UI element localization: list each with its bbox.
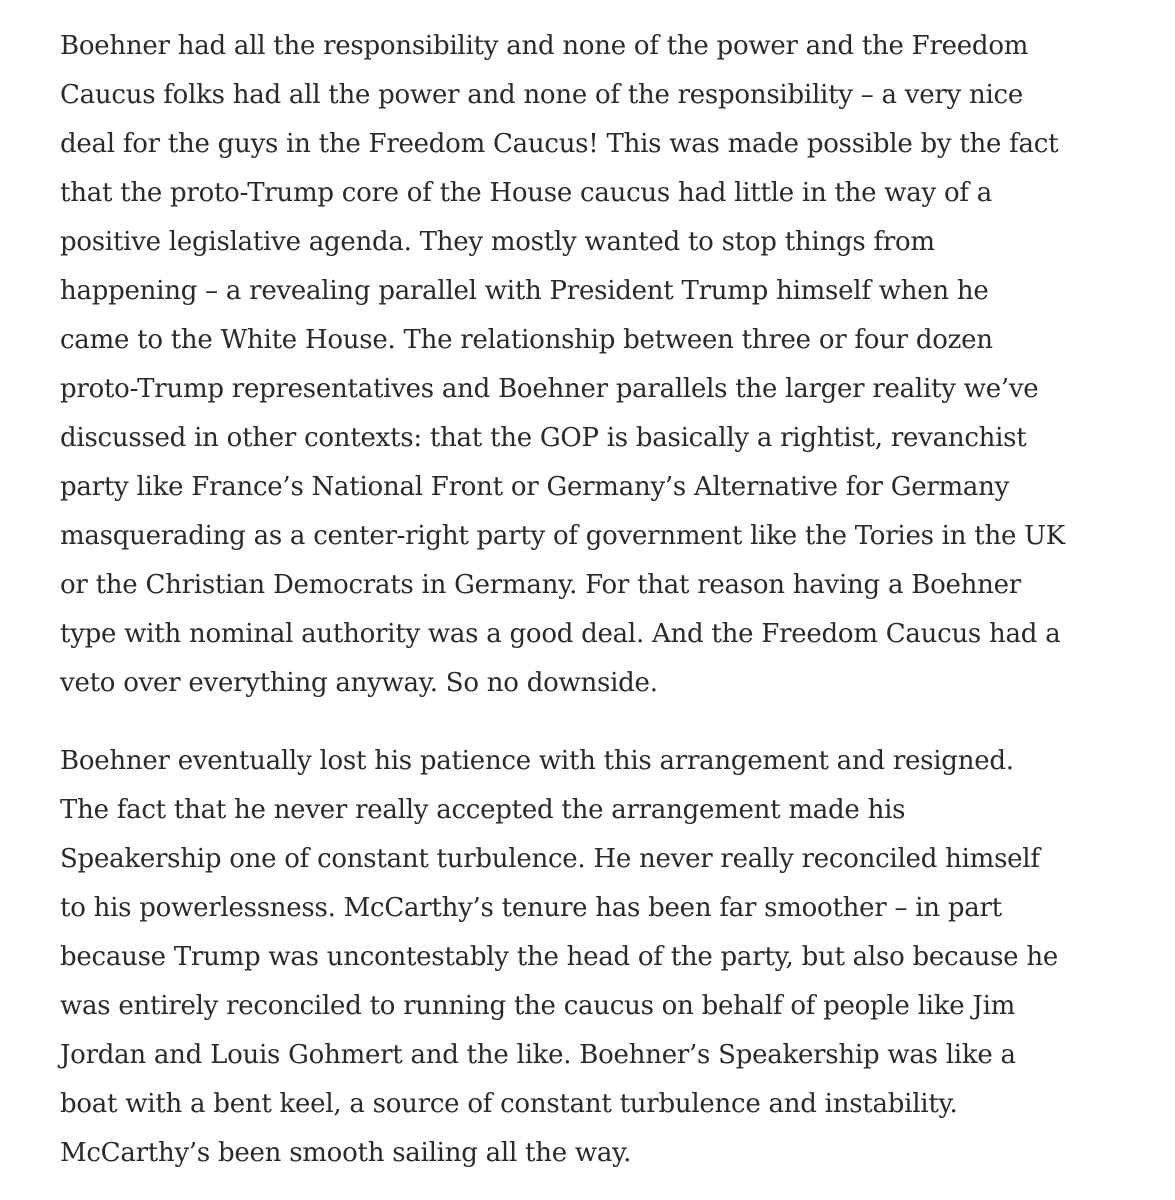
paragraph-line: masquerading as a center-right party of government like the Tories in the UK: [60, 521, 1065, 551]
paragraph-line: came to the White House. The relationship between three or four dozen: [60, 325, 993, 355]
paragraph-line: to his powerlessness. McCarthy’s tenure has been far smoother – in part: [60, 893, 1002, 923]
paragraph-line: Speakership one of constant turbulence. He never really reconciled himself: [60, 844, 1040, 874]
paragraph-line: or the Christian Democrats in Germany. For that reason having a Boehner: [60, 570, 1021, 600]
paragraph-line: Boehner eventually lost his patience with this arrangement and resigned.: [60, 746, 1014, 776]
paragraph-line: veto over everything anyway. So no downside.: [60, 668, 658, 698]
paragraph-line: because Trump was uncontestably the head of the party, but also because he: [60, 942, 1058, 972]
paragraph-line: McCarthy’s been smooth sailing all the way.: [60, 1138, 632, 1168]
paragraph-1: [60, 22, 1155, 708]
paragraph-line: deal for the guys in the Freedom Caucus! This was made possible by the fact: [60, 129, 1059, 159]
paragraph-line: boat with a bent keel, a source of constant turbulence and instability.: [60, 1089, 958, 1119]
paragraph-line: Caucus folks had all the power and none of the responsibility – a very nice: [60, 80, 1023, 110]
paragraph-line: happening – a revealing parallel with President Trump himself when he: [60, 276, 989, 306]
paragraph-line: proto-Trump representatives and Boehner parallels the larger reality we’ve: [60, 374, 1039, 404]
paragraph-line: positive legislative agenda. They mostly wanted to stop things from: [60, 227, 935, 257]
paragraph-2: [60, 737, 1155, 1178]
paragraph-line: The fact that he never really accepted the arrangement made his: [60, 795, 906, 825]
paragraph-line: type with nominal authority was a good deal. And the Freedom Caucus had a: [60, 619, 1061, 649]
paragraph-line: Boehner had all the responsibility and none of the power and the Freedom: [60, 31, 1029, 61]
paragraph-line: discussed in other contexts: that the GOP is basically a rightist, revanchist: [60, 423, 1027, 453]
paragraph-line: party like France’s National Front or Germany’s Alternative for Germany: [60, 472, 1010, 502]
paragraph-line: that the proto-Trump core of the House caucus had little in the way of a: [60, 178, 993, 208]
paragraph-line: Jordan and Louis Gohmert and the like. Boehner’s Speakership was like a: [60, 1040, 1016, 1070]
paragraph-line: was entirely reconciled to running the caucus on behalf of people like Jim: [60, 991, 1016, 1021]
